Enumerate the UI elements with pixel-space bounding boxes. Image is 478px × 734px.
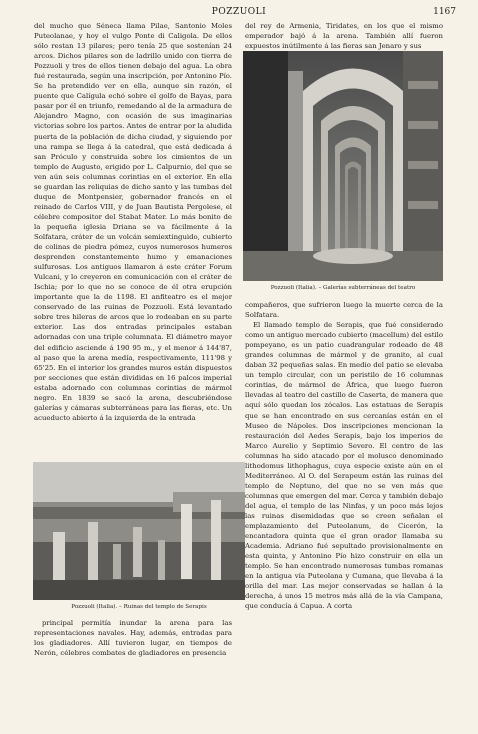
left-column-text [34,21,232,461]
figure-caption-galleries: Pozzuoli (Italia). – Galerías subterráneas del teatro [270,285,416,291]
paragraph: del rey de Armenia, Tiridates, en los que el mismo emperador bajó á la arena. También allí fueron expuestos inútilmente á las fieras san Jenaro y sus [245,22,443,51]
right-column-top-text [245,21,443,51]
paragraph: compañeros, que sufrieron luego la muerte cerca de la Solfatara. [245,301,443,320]
paragraph: principal permitía inundar la arena para las representaciones navales. Hay, además, entradas para los gladiadores. Allí tuvieron lugar, en tiempos de Nerón, célebres combates de gladiadores en presencia [34,619,232,658]
paragraph: El llamado templo de Serapis, que fué considerado como un antiguo mercado cubierto (macellum) del estilo pompeyano, es un patio cuadrangular rodeado de 48 grandes columnas de mármol y de granito, al cual daban 32 pequeñas salas. En medio del patio se elevaba un templo circular, con un peristilo de 16 columnas corintias, de mármol de África, que luego fueron llevadas al teatro del castillo de Caserta, de manera que aquí sólo quedan los zócalos. Las estatuas de Serapis que se han encontrado en sus cercanías están en el Museo de Nápoles. Dos inscripciones mencionan la restauración del Aedes Serapis, bajo los imperios de Marco Aurelio y Septimio Severo. El centro de las columnas ha sido atacado por el molusco denominado lithodomus lithophagus, cuya especie existe aún en el Mediterráneo. Al O. del Serapeum están las ruinas del templo de Neptuno, del que no se ven más que columnas que emergen del mar. Cerca y también debajo del agua, el templo de las Ninfas, y un poco más lejos las ruinas disemidadas que se creen señalan el emplazamiento del Puteolanum, de Cicerón, la encantadora quinta que el gran orador llamaba su Academia. Adriano fué sepultado provisionalmente en esta quinta, y Antonino Pío hizo construir en ella un templo. Se han encontrado numerosas tumbas romanas en la antigua vía Puteolana y Cumana, que llevaba á la orilla del mar. Las mejor conservadas se hallan á la derecha, á unos 15 metros más allá de la vía Campana, que conducía á Capua. A corta [245,321,443,611]
galleries-illustration [243,51,443,281]
paragraph: del mucho que Séneca llama Pilae, Santonio Moles Puteolanae, y hoy el vulgo Ponte di Caligola. De ellos sólo restan 13 pilares; pero tenía 25 que sostenían 24 arcos. Dichos pilares son de ladrillo unido con tierra de Pozzuoli y tres de ellos tienen debajo del agua. La obra fué restaurada, según una inscripción, por Antonino Pío. Se ha pretendido ver en ella, aunque sin razón, el puente que Calígula echó sobre el golfo de Bayas, para pasar por él en triunfo, remedando al de la armadura de Alejandro Magno, con ocasión de sus imaginarias victorias sobre los partos. Antes de entrar por la aludida puerta de la población de dicha ciudad, y siguiendo por una rampa se llega á la catedral, que está dedicada á san Próculo y construida sobre los cimientos de un templo de Augusto, erigido por L. Calpurnio, del que se ven aún seis columnas corintias en el exterior. En ella se guardan las reliquias de dicho santo y las tumbas del duque de Montpensier, gobernador francés en el reinado de Carlos VIII, y de Juan Bautista Pergolese, el célebre compositor del Stabat Mater. Lo más bonito de la pequeña iglesia Driana se va fácilmente á la Solfatara, cráter de un volcán semiextinguido, cubierto de colinas de piedra pómez, cuyos numerosos humeros desprenden constantemente humo y emanaciones sulfurosas. Los antiguos llamaron á este cráter Forum Vulcani, y lo creyeron en comunicación con el cráter de Ischia; por lo que no se conoce de él otra erupción importante que la de 1198. El anfiteatro es el mejor conservado de las ruinas de Pozzuoli. Está levantado sobre tres hileras de arcos que lo rodeaban en su parte exterior. Las dos entradas principales estaban adornadas con una triple columnata. El diámetro mayor del edificio asciende á 190 95 m., y el menor á 144'87, al paso que la arena medía, respectivamente, 111'98 y 65'25. En el interior los grandes muros están dispuestos por secciones que están divididas en 16 palcos imperial estaba adornado con columnas corintias de mármol negro. En 1839 se sacó la arena, descubriéndose galerías y cámaras subterráneas para las fieras, etc. Un acueducto abierto á la izquierda de la entrada [34,22,232,422]
serapis-illustration [33,462,245,600]
right-column-main-text [245,300,443,695]
photo-temple-of-serapis [33,462,245,600]
photo-underground-galleries [243,51,443,281]
figure-caption-serapis: Pozzuoli (Italia). – Ruinas del templo de Serapis [71,604,207,610]
bottom-left-text [34,618,232,662]
page-header [0,7,478,21]
running-title: POZZUOLI [211,7,267,17]
page-number: 1167 [433,7,456,17]
